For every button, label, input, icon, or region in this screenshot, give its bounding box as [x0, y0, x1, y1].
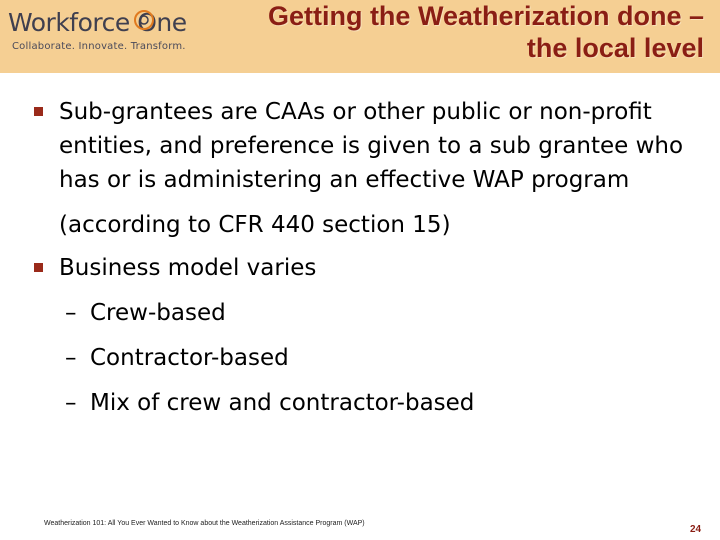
slide-title: [174, 0, 704, 64]
sub-bullet-item: [34, 341, 694, 375]
bullet-text: Sub-grantees are CAAs or other public or non-profit entities, and preference is given to a sub grantee who has or is administering an effective WAP program: [59, 99, 684, 193]
logo-e-letter: e: [114, 8, 130, 37]
logo-wordmark: [8, 8, 187, 37]
square-bullet-icon: [34, 263, 43, 272]
page-number: 24: [690, 524, 702, 535]
logo-text-part2: One: [137, 8, 187, 37]
title-line-1: Getting the Weatherization done –: [267, 1, 704, 31]
logo-swirl-icon: [133, 9, 155, 31]
square-bullet-icon: [34, 107, 43, 116]
logo-text-part1: Workforc: [8, 8, 115, 37]
dash-bullet: –: [65, 345, 77, 371]
sub-bullet-text: Mix of crew and contractor-based: [90, 390, 475, 416]
footer-text: Weatherization 101: All You Ever Wanted to Know about the Weatherization Assistance Program (WAP): [44, 520, 365, 527]
workforce-one-logo: [8, 8, 188, 58]
header-band: [0, 0, 720, 73]
sub-bullet-text: Contractor-based: [90, 345, 289, 371]
sub-bullet-item: [34, 296, 694, 330]
bullet-note: (according to CFR 440 section 15): [59, 212, 451, 238]
logo-tagline: Collaborate. Innovate. Transform.: [12, 41, 186, 52]
bullet-text: Business model varies: [59, 255, 317, 281]
sub-bullet-text: Crew-based: [90, 300, 226, 326]
dash-bullet: –: [65, 300, 77, 326]
bullet-item: [34, 251, 694, 285]
slide-body: [34, 95, 694, 420]
dash-bullet: –: [65, 390, 77, 416]
sub-bullet-item: [34, 386, 694, 420]
bullet-item: [34, 95, 694, 197]
title-line-2: the local level: [526, 33, 704, 63]
